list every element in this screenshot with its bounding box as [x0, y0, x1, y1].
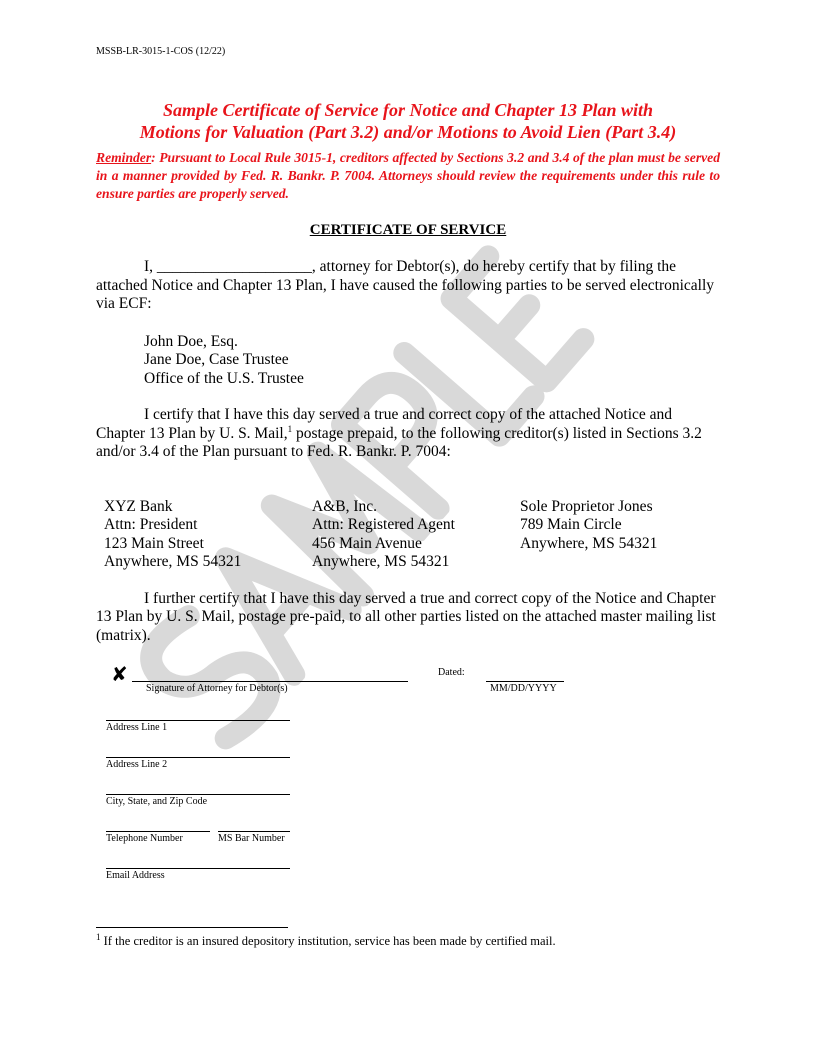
reminder-text: : Pursuant to Local Rule 3015-1, creditors affected by Sections 3.2 and 3.4 of the plan must be served in a manner provided by Fed. R. Bankr. P. 7004. Attorneys should review the requirements under this rule to ensure parties are properly served.: [96, 150, 720, 201]
mail-paragraph-text: I certify that I have this day served a true and correct copy of the attached Notice and Chapter 13 Plan by U. S. Mail,: [96, 406, 673, 442]
creditor-line: XYZ Bank: [104, 497, 173, 515]
creditor-line: Sole Proprietor Jones: [520, 497, 653, 515]
footnote-number: 1: [96, 931, 101, 942]
creditor-line: Anywhere, MS 54321: [104, 553, 242, 570]
creditor-address: [104, 498, 312, 572]
creditor-line: Anywhere, MS 54321: [312, 553, 450, 570]
reminder: [96, 149, 720, 203]
bar-number-label: MS Bar Number: [218, 833, 285, 844]
city-line[interactable]: [106, 794, 290, 795]
mail-paragraph: [96, 406, 720, 462]
certificate-heading: CERTIFICATE OF SERVICE: [309, 222, 507, 238]
creditor-line: 456 Main Avenue: [312, 534, 422, 552]
reminder-label: Reminder: [96, 150, 152, 165]
creditor-line: 123 Main Street: [104, 534, 204, 552]
email-line[interactable]: [106, 868, 290, 869]
dated-label: Dated:: [438, 667, 465, 678]
signature-block: [0, 659, 816, 891]
title-line-1: Sample Certificate of Service for Notice and Chapter 13 Plan with: [163, 100, 653, 120]
address1-label: Address Line 1: [106, 722, 168, 733]
footnote-text: If the creditor is an insured depository institution, service has been made by certified mail.: [100, 934, 556, 948]
ecf-party: John Doe, Esq.: [144, 332, 238, 350]
ecf-party: Office of the U.S. Trustee: [144, 369, 304, 387]
address2-label: Address Line 2: [106, 759, 168, 770]
bar-number-line[interactable]: [218, 831, 290, 832]
address1-line[interactable]: [106, 720, 290, 721]
sign-here-x-icon: ✘: [111, 662, 128, 686]
creditor-list: [104, 498, 816, 572]
footnote: [96, 931, 816, 949]
ecf-paragraph: I, ____________________, attorney for Debtor(s), do hereby certify that by filing the attached Notice and Chapter 13 Plan, I have caused the following parties to be served electronically via ECF:: [96, 258, 715, 312]
creditor-address: [312, 498, 520, 572]
title-line-2: Motions for Valuation (Part 3.2) and/or Motions to Avoid Lien (Part 3.4): [139, 122, 677, 142]
mail-paragraph-text-2: postage prepaid, to the following creditor(s) listed in Sections 3.2 and/or 3.4 of the Plan pursuant to Fed. R. Bankr. P. 7004:: [96, 424, 702, 460]
ecf-party-list: [144, 333, 816, 389]
document-title: [96, 99, 720, 143]
footnote-ref: 1: [287, 423, 293, 434]
form-id: MSSB-LR-3015-1-COS (12/22): [96, 46, 226, 57]
creditor-line: Attn: President: [104, 516, 198, 533]
phone-label: Telephone Number: [106, 833, 183, 844]
email-label: Email Address: [106, 870, 165, 881]
phone-line[interactable]: [106, 831, 210, 832]
date-line[interactable]: [486, 681, 564, 682]
city-label: City, State, and Zip Code: [106, 796, 208, 807]
footnote-separator: [96, 927, 288, 928]
date-placeholder: MM/DD/YYYY: [490, 683, 557, 694]
signature-line[interactable]: [132, 681, 408, 682]
ecf-party: Jane Doe, Case Trustee: [144, 351, 289, 368]
matrix-paragraph: I further certify that I have this day served a true and correct copy of the Notice and Chapter 13 Plan by U. S. Mail, postage pre-paid, to all other parties listed on the attached master mailing list (matrix).: [96, 589, 716, 644]
address2-line[interactable]: [106, 757, 290, 758]
creditor-line: Attn: Registered Agent: [312, 516, 455, 533]
creditor-line: A&B, Inc.: [312, 497, 378, 515]
creditor-line: 789 Main Circle: [520, 516, 622, 533]
creditor-line: Anywhere, MS 54321: [520, 534, 658, 552]
creditor-address: [520, 498, 728, 572]
signature-label: Signature of Attorney for Debtor(s): [146, 683, 288, 694]
